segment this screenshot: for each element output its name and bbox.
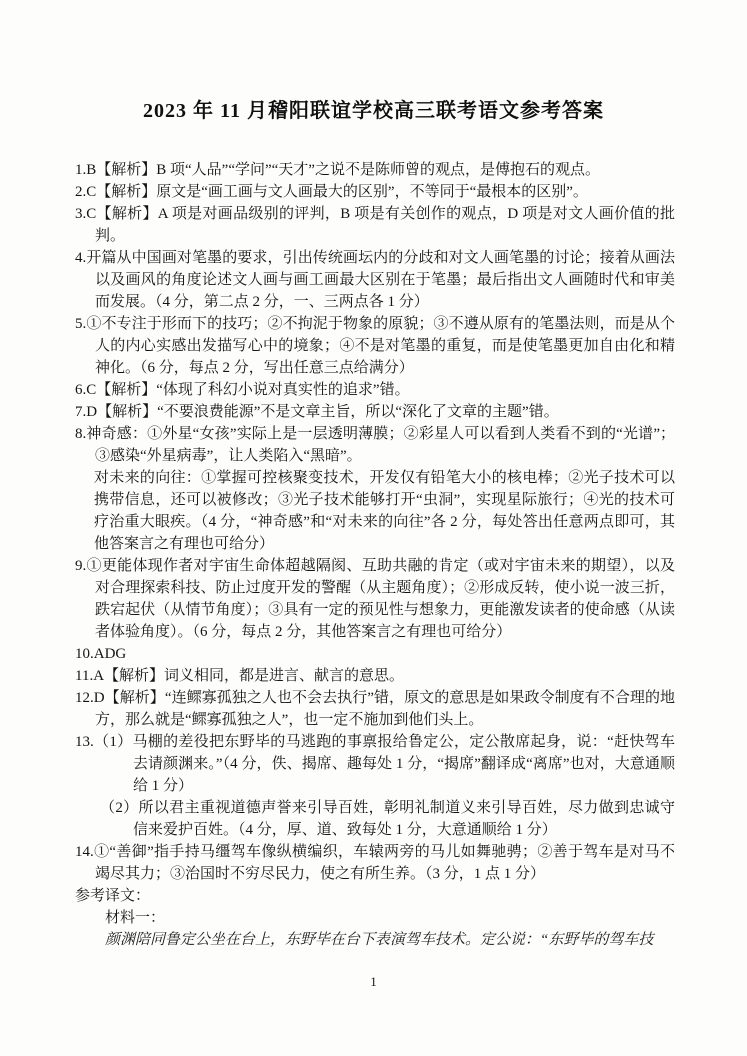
answer-paragraph-1: 1.B【解析】B 项“人品”“学问”“天才”之说不是陈师曾的观点，是傅抱石的观点。: [75, 162, 600, 178]
answer-paragraph-7: 7.D【解析】“不要浪费能源”不是文章主旨，所以“深化了文章的主题”错。: [75, 404, 559, 420]
answer-paragraph-5: 5.①不专注于形而下的技巧；②不拘泥于物象的原貌；③不遵从原有的笔墨法则，而是从个人的内心实感出发描写心中的境象；④不是对笔墨的重复，而是使笔墨更加自由化和精神化。（6 分，每点 2 分，写出任意三点给满分）: [75, 316, 675, 376]
answer-paragraph-16: 14.①“善御”指手持马缰驾车像纵横编织，车辕两旁的马儿如舞驰骋；②善于驾车是对马不竭尽其力；③治国时不穷尽民力，使之有所生养。（3 分，1 点 1 分）: [75, 844, 675, 882]
answer-paragraph-11: 10.ADG: [75, 646, 127, 662]
answer-paragraph-14: 13.（1）马棚的差役把东野毕的马逃跑的事禀报给鲁定公，定公散席起身，说：“赶快驾车去请颜渊来。”（4 分，佚、揭席、趣每处 1 分，“揭席”翻译成“离席”也对，大意通顺给 1 分）: [75, 734, 675, 794]
answer-paragraph-13: 12.D【解析】“连鳏寡孤独之人也不会去执行”错，原文的意思是如果政令制度有不合理的地方，那么就是“鳏寡孤独之人”，也一定不施加到他们头上。: [75, 690, 675, 728]
page-number: 1: [370, 974, 377, 989]
answers-list: [75, 159, 675, 951]
answer-paragraph-9: 对未来的向往：①掌握可控核聚变技术，开发仅有铅笔大小的核电棒；②光子技术可以携带信息，还可以被修改；③光子技术能够打开“虫洞”，实现星际旅行；④光的技术可疗治重大眼疾。（4 分，“神奇感”和“对未来的向往”各 2 分，每处答出任意两点即可，其他答案言之有理也可给分）: [94, 470, 675, 552]
page-title: 2023 年 11 月稽阳联谊学校高三联考语文参考答案: [143, 100, 604, 122]
answer-paragraph-17: 参考译文：: [75, 888, 151, 904]
answer-paragraph-2: 2.C【解析】原文是“画工画与文人画最大的区别”，不等同于“最根本的区别”。: [75, 184, 588, 200]
answer-paragraph-8: 8.神奇感：①外星“女孩”实际上是一层透明薄膜；②彩星人可以看到人类看不到的“光谱”；③感染“外星病毒”，让人类陷入“黑暗”。: [75, 426, 675, 464]
answer-paragraph-19: 颜渊陪同鲁定公坐在台上，东野毕在台下表演驾车技术。定公说：“东野毕的驾车技: [105, 932, 654, 948]
answer-paragraph-18: 材料一：: [105, 910, 166, 926]
answer-paragraph-15: （2）所以君主重视道德声誉来引导百姓，彰明礼制道义来引导百姓，尽力做到忠诚守信来爱护百姓。（4 分，厚、道、致每处 1 分，大意通顺给 1 分）: [100, 800, 675, 838]
answer-paragraph-10: 9.①更能体现作者对宇宙生命体超越隔阂、互助共融的肯定（或对宇宙未来的期望），以及对合理探索科技、防止过度开发的警醒（从主题角度）；②形成反转，使小说一波三折，跌宕起伏（从情节角度）；③具有一定的预见性与想象力，更能激发读者的使命感（从读者体验角度）。（6 分，每点 2 分，其他答案言之有理也可给分）: [75, 558, 675, 640]
answer-paragraph-3: 3.C【解析】A 项是对画品级别的评判，B 项是有关创作的观点，D 项是对文人画价值的批判。: [75, 206, 675, 244]
answer-paragraph-6: 6.C【解析】“体现了科幻小说对真实性的追求”错。: [75, 382, 410, 398]
answer-paragraph-12: 11.A【解析】词义相同，都是进言、献言的意思。: [75, 668, 405, 684]
answer-paragraph-4: 4.开篇从中国画对笔墨的要求，引出传统画坛内的分歧和对文人画笔墨的讨论；接着从画法以及画风的角度论述文人画与画工画最大区别在于笔墨；最后指出文人画随时代和审美而发展。（4 分，第二点 2 分，一、三两点各 1 分）: [75, 250, 675, 310]
